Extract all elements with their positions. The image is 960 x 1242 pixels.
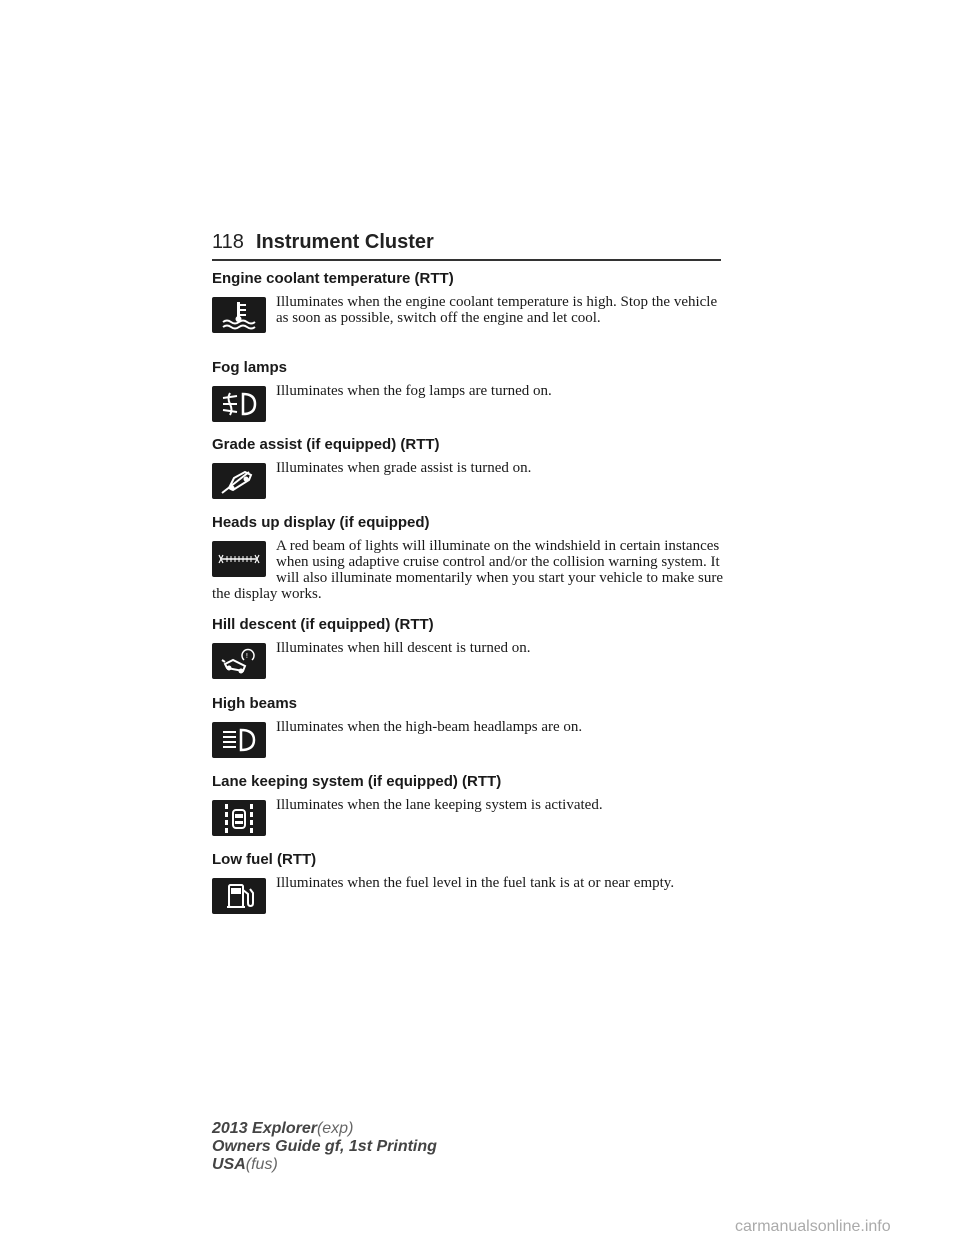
entry-description: Illuminates when grade assist is turned on. <box>276 460 532 476</box>
entry-low-fuel <box>212 851 724 916</box>
footer-guide: Owners Guide gf, 1st Printing <box>212 1138 437 1155</box>
entry-lane-keeping <box>212 773 724 838</box>
entry-high-beams <box>212 695 724 760</box>
fog-lamp-icon <box>212 386 266 422</box>
entry-title: Fog lamps <box>212 359 288 376</box>
footer-model: 2013 Explorer <box>212 1120 317 1137</box>
entry-description: Illuminates when the lane keeping system is activated. <box>276 797 603 813</box>
entry-grade-assist <box>212 436 724 501</box>
grade-assist-icon <box>212 463 266 499</box>
entry-title: Heads up display (if equipped) <box>212 514 430 531</box>
footer-region: USA <box>212 1156 246 1173</box>
coolant-temperature-icon <box>212 297 266 333</box>
entry-title: High beams <box>212 695 298 712</box>
entry-description: A red beam of lights will illuminate on the windshield in certain instances when using adaptive cruise control and/or the collision warning system. It will also illuminate momentarily when you start your vehicle to make sure the display works. <box>212 538 723 602</box>
entry-title: Grade assist (if equipped) (RTT) <box>212 436 440 453</box>
entry-engine-coolant <box>212 270 724 335</box>
header-rule <box>212 259 721 261</box>
entry-fog-lamps <box>212 359 724 424</box>
entry-heads-up-display <box>212 514 724 602</box>
footer-line-2 <box>212 1138 437 1156</box>
entry-description: Illuminates when the high-beam headlamps are on. <box>276 719 583 735</box>
document-footer <box>212 1120 437 1174</box>
low-fuel-icon <box>212 878 266 914</box>
entry-description: Illuminates when the fuel level in the fuel tank is at or near empty. <box>276 875 675 891</box>
heads-up-display-icon <box>212 541 266 577</box>
footer-line-3 <box>212 1156 437 1174</box>
page-header <box>212 231 721 261</box>
entry-title: Hill descent (if equipped) (RTT) <box>212 616 434 633</box>
footer-model-code: (exp) <box>316 1120 354 1137</box>
entry-description: Illuminates when the fog lamps are turned on. <box>276 383 552 399</box>
entry-title: Engine coolant temperature (RTT) <box>212 270 454 287</box>
entry-description: Illuminates when the engine coolant temperature is high. Stop the vehicle as soon as possible, switch off the engine and let cool. <box>276 294 718 326</box>
lane-keeping-icon <box>212 800 266 836</box>
entry-title: Low fuel (RTT) <box>212 851 317 868</box>
footer-line-1 <box>212 1120 437 1138</box>
svg-text:!: ! <box>245 652 249 660</box>
entry-hill-descent <box>212 616 724 681</box>
site-watermark: carmanualsonline.info <box>735 1218 891 1235</box>
hill-descent-icon <box>212 643 266 679</box>
section-title: Instrument Cluster <box>256 231 434 253</box>
entry-title: Lane keeping system (if equipped) (RTT) <box>212 773 502 790</box>
high-beam-icon <box>212 722 266 758</box>
entry-description: Illuminates when hill descent is turned on. <box>276 640 531 656</box>
page-number: 118 <box>212 231 244 253</box>
footer-region-code: (fus) <box>245 1156 278 1173</box>
